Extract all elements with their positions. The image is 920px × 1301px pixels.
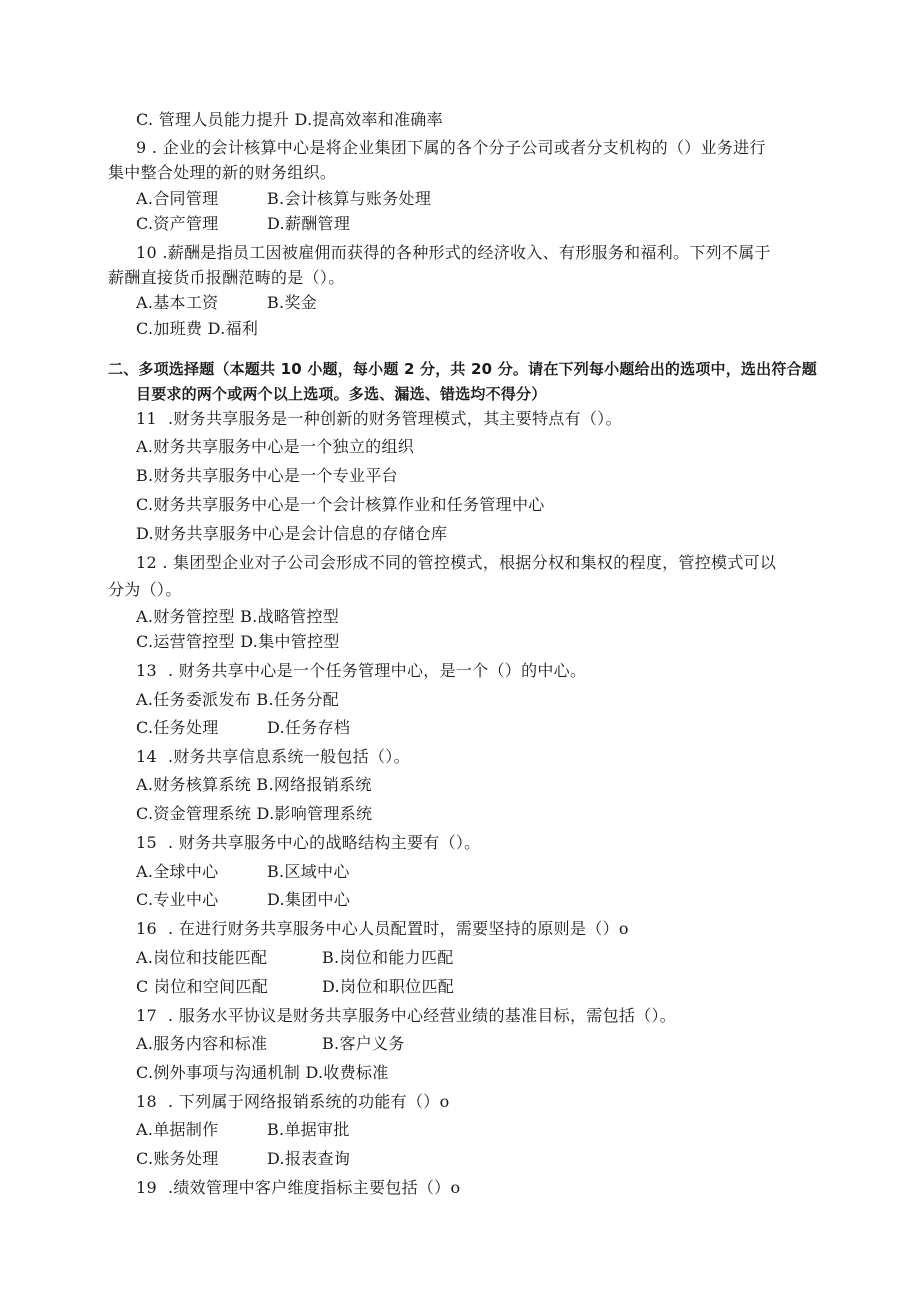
option-b: D.集团中心: [267, 890, 351, 909]
text-line: 集中整合处理的新的财务组织。: [108, 163, 337, 182]
question-text: .财务共享信息系统一般包括（）。: [168, 747, 410, 766]
option-b: B.区域中心: [267, 862, 350, 881]
question-text: . 财务共享中心是一个任务管理中心，是一个（）的中心。: [168, 661, 587, 680]
option-row: [136, 1032, 405, 1056]
text-line: C.运营管控型 D.集中管控型: [136, 632, 340, 651]
option-a: C.账务处理: [136, 1149, 219, 1168]
question-number: 18: [136, 1092, 157, 1111]
question-text: .绩效管理中客户维度指标主要包括（）o: [168, 1178, 461, 1197]
option-a: C.专业中心: [136, 890, 219, 909]
question-number: 15: [136, 833, 157, 852]
option-b: B.奖金: [267, 293, 318, 312]
text-line: C.加班费 D.福利: [136, 319, 259, 338]
option-b: D.薪酬管理: [267, 214, 351, 233]
option-a: A.岗位和技能匹配: [136, 948, 268, 967]
option-a: C.任务处理: [136, 718, 219, 737]
option-b: B.客户义务: [322, 1034, 405, 1053]
question-number: 11: [136, 409, 157, 428]
question-line: [136, 659, 586, 683]
text-line: A.财务共享服务中心是一个独立的组织: [136, 437, 415, 456]
option-a: A.全球中心: [136, 862, 219, 881]
question-line: [136, 831, 480, 855]
option-row: [136, 860, 350, 884]
option-a: A.合同管理: [136, 189, 219, 208]
question-line: [136, 1090, 450, 1114]
option-row: [136, 187, 431, 211]
option-b: D.岗位和职位匹配: [322, 977, 455, 996]
text-line: 12 . 集团型企业对子公司会形成不同的管控模式，根据分权和集权的程度，管控模式可以: [136, 553, 777, 572]
text-line: D.财务共享服务中心是会计信息的存储仓库: [136, 524, 448, 543]
question-number: 14: [136, 747, 157, 766]
text-line: A.财务管控型 B.战略管控型: [136, 607, 340, 626]
section-heading: 二、多项选择题（本题共 10 小题，每小题 2 分，共 20 分。请在下列每小题给出的选项中，选出符合题: [108, 360, 817, 378]
option-row: [136, 888, 350, 912]
text-line: A.任务委派发布 B.任务分配: [136, 690, 340, 709]
text-line: C.资金管理系统 D.影响管理系统: [136, 804, 373, 823]
option-b: B.会计核算与账务处理: [267, 189, 432, 208]
text-line: 分为（）。: [108, 580, 182, 599]
option-b: B.单据审批: [267, 1120, 350, 1139]
text-line: C.例外事项与沟通机制 D.收费标准: [136, 1063, 389, 1082]
question-text: . 财务共享服务中心的战略结构主要有（）。: [168, 833, 481, 852]
section-heading: 目要求的两个或两个以上选项。多选、漏选、错选均不得分）: [136, 385, 547, 403]
option-a: C.资产管理: [136, 214, 219, 233]
option-row: [136, 946, 454, 970]
question-text: . 服务水平协议是财务共享服务中心经营业绩的基准目标，需包括（）。: [168, 1006, 677, 1025]
question-line: [136, 407, 622, 431]
text-line: 薪酬直接货币报酬范畴的是（）。: [108, 268, 345, 287]
text-line: C. 管理人员能力提升 D.提高效率和准确率: [136, 110, 443, 129]
text-line: 10 .薪酬是指员工因被雇佣而获得的各种形式的经济收入、有形服务和福利。下列不属于: [136, 243, 771, 262]
text-line: 9 . 企业的会计核算中心是将企业集团下属的各个分子公司或者分支机构的（）业务进行: [136, 138, 766, 157]
option-row: [136, 716, 350, 740]
question-line: [136, 745, 410, 769]
option-a: A.基本工资: [136, 293, 219, 312]
option-row: [136, 1118, 350, 1142]
question-number: 16: [136, 919, 157, 938]
question-text: . 下列属于网络报销系统的功能有（）o: [168, 1092, 450, 1111]
question-text: .财务共享服务是一种创新的财务管理模式，其主要特点有（）。: [168, 409, 622, 428]
question-line: [136, 1176, 460, 1200]
question-number: 17: [136, 1006, 157, 1025]
option-b: D.报表查询: [267, 1149, 351, 1168]
option-b: B.岗位和能力匹配: [322, 948, 454, 967]
question-number: 19: [136, 1178, 157, 1197]
option-row: [136, 1147, 350, 1171]
question-line: [136, 917, 629, 941]
question-line: [136, 1004, 676, 1028]
option-a: C 岗位和空间匹配: [136, 977, 269, 996]
option-b: D.任务存档: [267, 718, 351, 737]
text-line: A.财务核算系统 B.网络报销系统: [136, 775, 372, 794]
option-row: [136, 291, 317, 315]
option-row: [136, 212, 350, 236]
option-a: A.单据制作: [136, 1120, 219, 1139]
option-a: A.服务内容和标准: [136, 1034, 268, 1053]
option-row: [136, 975, 454, 999]
question-number: 13: [136, 661, 157, 680]
text-line: B.财务共享服务中心是一个专业平台: [136, 466, 398, 485]
question-text: . 在进行财务共享服务中心人员配置时，需要坚持的原则是（）o: [168, 919, 629, 938]
text-line: C.财务共享服务中心是一个会计核算作业和任务管理中心: [136, 495, 545, 514]
